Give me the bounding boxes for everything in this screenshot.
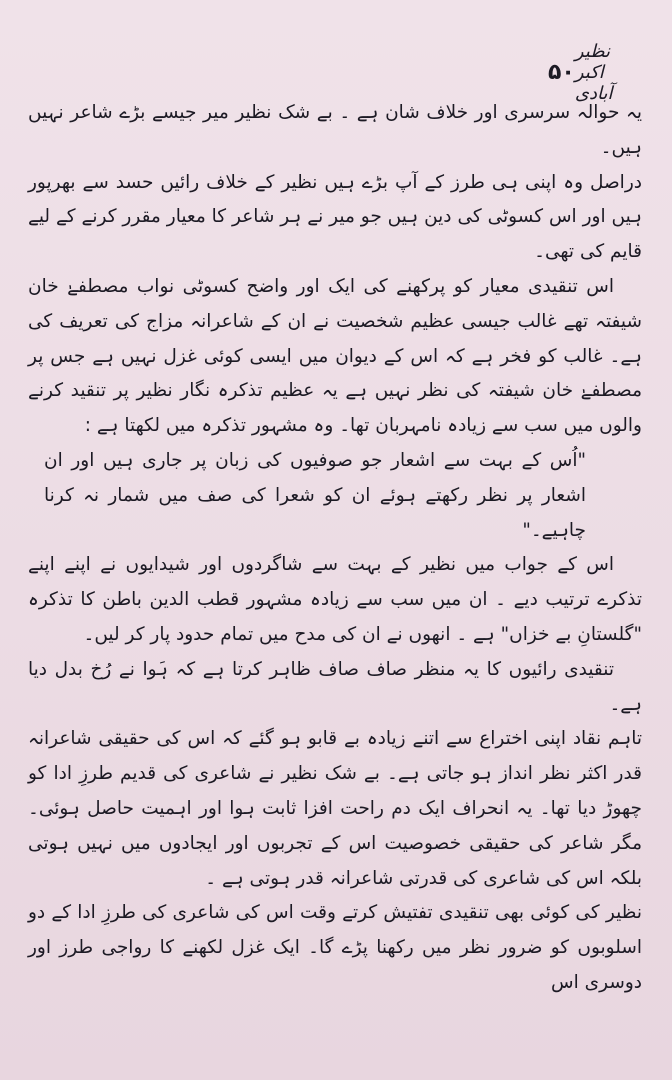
page-number: ۵۰	[548, 59, 575, 85]
body-text	[28, 96, 642, 1001]
running-title: نظیر اکبر آبادی	[574, 40, 613, 104]
paragraph-2: دراصل وہ اپنی ہی طرز کے آپ بڑے ہیں نظیر کے خلاف رائیں حسد سے بھرپور ہیں اور اس کسوٹی کی دین ہیں جو میر نے ہر شاعر کا معیار مقرر کرنے کے لیے قایم کی تھی۔	[28, 171, 642, 263]
page-header	[28, 40, 642, 104]
paragraph-6: تاہم نقاد اپنی اختراع سے اتنے زیادہ بے قابو ہو گئے کہ اس کی حقیقی شاعرانہ قدر اکثر نظر انداز ہو جاتی ہے۔ بے شک نظیر نے شاعری کی قدیم طرزِ ادا کو چھوڑ دیا تھا۔ یہ انحراف ایک دم راحت افزا ثابت ہوا اور اہمیت حاصل ہوئی۔ مگر شاعر کی حقیقی خصوصیت اس کے تجربوں اور ایجادوں میں نہیں ہوتی بلکہ اس کی شاعری کی قدرتی شاعرانہ قدر ہوتی ہے ۔	[28, 728, 642, 889]
block-quote: "اُس کے بہت سے اشعار جو صوفیوں کی زبان پر جاری ہیں اور ان اشعار پر نظر رکھتے ہوئے ان کو شعرا کی صف میں شمار نہ کرنا چاہیے۔"	[44, 449, 586, 541]
paragraph-1: یہ حوالہ سرسری اور خلاف شان ہے ۔ بے شک نظیر میر جیسے بڑے شاعر نہیں ہیں۔	[28, 102, 642, 158]
paragraph-7: نظیر کی کوئی بھی تنقیدی تفتیش کرتے وقت اس کی شاعری کی طرزِ ادا کے دو اسلوبوں کو ضرور نظر میں رکھنا پڑے گا۔ ایک غزل لکھنے کا رواجی طرز اور دوسری اس	[28, 902, 642, 993]
paragraph-3: اس تنقیدی معیار کو پرکھنے کی ایک اور واضح کسوٹی نواب مصطفےٰ خان شیفتہ تھے غالب جیسی عظیم شخصیت نے ان کے شاعرانہ مزاج کی تعریف کی ہے۔ غالب کو فخر ہے کہ اس کے دیوان میں ایسی کوئی غزل نہیں ہے جس پر مصطفےٰ خان شیفتہ کی نظر نہیں ہے یہ عظیم تذکرہ نگار نظیر پر تنقید کرنے والوں میں سب سے زیادہ نامہربان تھا۔ وہ مشہور تذکرہ میں لکھتا ہے :	[28, 275, 642, 437]
paragraph-4: اس کے جواب میں نظیر کے بہت سے شاگردوں اور شیدایوں نے اپنے اپنے تذکرے ترتیب دیے ۔ ان میں سب سے زیادہ مشہور قطب الدین باطن کا تذکرہ "گلستانِ بے خزاں" ہے ۔ انھوں نے ان کی مدح میں تمام حدود پار کر لیں۔	[28, 554, 642, 645]
paragraph-5: تنقیدی رائیوں کا یہ منظر صاف صاف ظاہر کرتا ہے کہ ہَوا نے رُخ بدل دیا ہے۔	[28, 658, 642, 715]
